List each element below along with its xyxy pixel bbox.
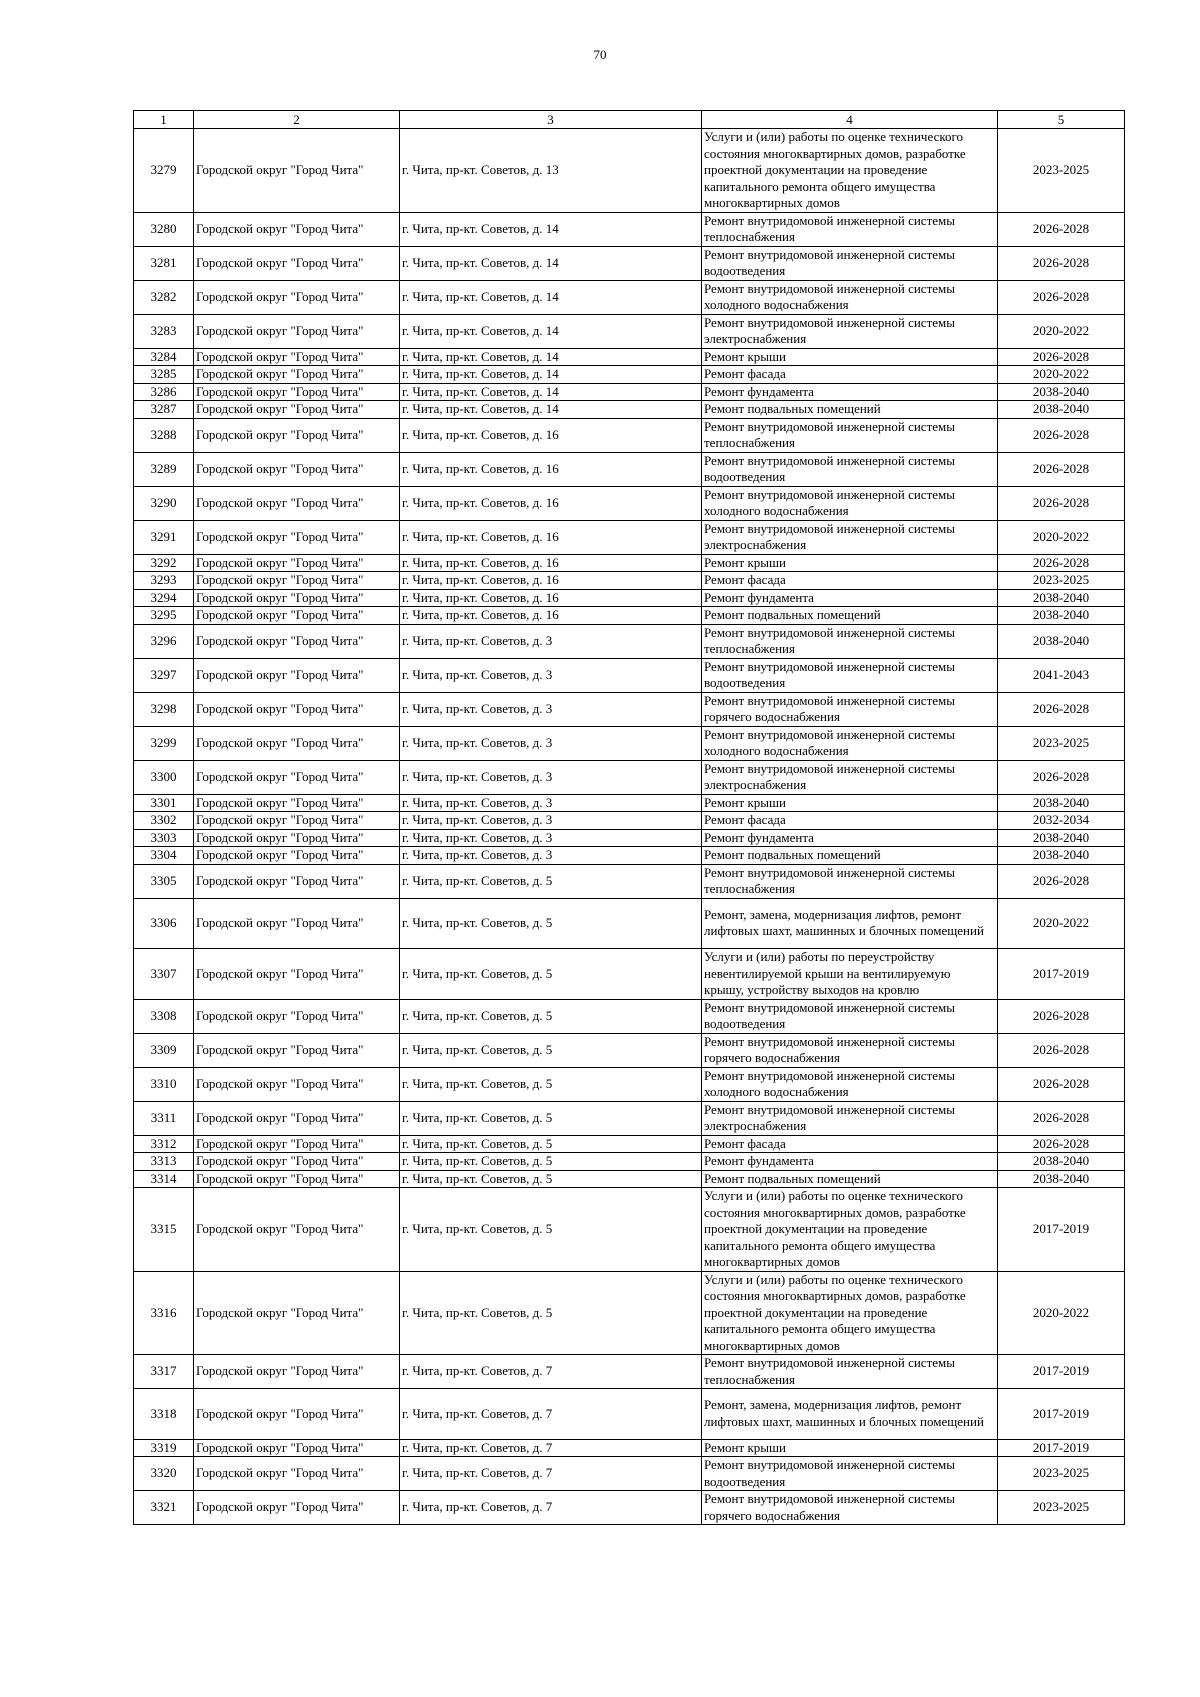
row-period: 2020-2022 — [998, 1271, 1125, 1355]
table-row — [134, 314, 1125, 348]
row-address: г. Чита, пр-кт. Советов, д. 14 — [400, 280, 702, 314]
row-work: Ремонт внутридомовой инженерной системы холодного водоснабжения — [702, 726, 998, 760]
row-address: г. Чита, пр-кт. Советов, д. 5 — [400, 1153, 702, 1171]
row-number: 3282 — [134, 280, 194, 314]
row-district: Городской округ "Город Чита" — [194, 348, 400, 366]
table-row — [134, 589, 1125, 607]
row-work: Ремонт фундамента — [702, 1153, 998, 1171]
row-period: 2023-2025 — [998, 1457, 1125, 1491]
row-work: Ремонт фундамента — [702, 383, 998, 401]
row-period: 2020-2022 — [998, 314, 1125, 348]
row-period: 2020-2022 — [998, 366, 1125, 384]
table-row — [134, 520, 1125, 554]
row-period: 2023-2025 — [998, 572, 1125, 590]
row-work: Ремонт подвальных помещений — [702, 847, 998, 865]
table-row — [134, 572, 1125, 590]
row-period: 2026-2028 — [998, 246, 1125, 280]
table-row — [134, 554, 1125, 572]
row-period: 2023-2025 — [998, 1491, 1125, 1525]
row-district: Городской округ "Город Чита" — [194, 1033, 400, 1067]
row-number: 3279 — [134, 129, 194, 213]
row-number: 3280 — [134, 212, 194, 246]
row-work: Ремонт крыши — [702, 1439, 998, 1457]
row-number: 3308 — [134, 999, 194, 1033]
row-work: Услуги и (или) работы по оценке технического состояния многоквартирных домов, разработке проектной документации на проведение капитального ремонта общего имущества многоквартирных домов — [702, 1271, 998, 1355]
row-work: Ремонт подвальных помещений — [702, 1170, 998, 1188]
table-row — [134, 1457, 1125, 1491]
row-number: 3303 — [134, 829, 194, 847]
row-district: Городской округ "Город Чита" — [194, 452, 400, 486]
header-col-1: 1 — [134, 111, 194, 129]
row-period: 2026-2028 — [998, 554, 1125, 572]
row-period: 2017-2019 — [998, 1389, 1125, 1440]
row-district: Городской округ "Город Чита" — [194, 554, 400, 572]
table-row — [134, 812, 1125, 830]
row-address: г. Чита, пр-кт. Советов, д. 14 — [400, 212, 702, 246]
row-district: Городской округ "Город Чита" — [194, 1067, 400, 1101]
table-row — [134, 1188, 1125, 1272]
header-col-4: 4 — [702, 111, 998, 129]
row-address: г. Чита, пр-кт. Советов, д. 3 — [400, 829, 702, 847]
row-period: 2026-2028 — [998, 348, 1125, 366]
row-address: г. Чита, пр-кт. Советов, д. 3 — [400, 692, 702, 726]
row-work: Ремонт внутридомовой инженерной системы электроснабжения — [702, 1101, 998, 1135]
row-address: г. Чита, пр-кт. Советов, д. 3 — [400, 812, 702, 830]
row-number: 3319 — [134, 1439, 194, 1457]
table-row — [134, 1271, 1125, 1355]
row-number: 3312 — [134, 1135, 194, 1153]
row-address: г. Чита, пр-кт. Советов, д. 7 — [400, 1389, 702, 1440]
table-row — [134, 949, 1125, 1000]
row-period: 2026-2028 — [998, 1101, 1125, 1135]
row-district: Городской округ "Город Чита" — [194, 1439, 400, 1457]
row-work: Ремонт внутридомовой инженерной системы холодного водоснабжения — [702, 486, 998, 520]
row-work: Ремонт, замена, модернизация лифтов, ремонт лифтовых шахт, машинных и блочных помещений — [702, 898, 998, 949]
table-row — [134, 1170, 1125, 1188]
row-work: Ремонт внутридомовой инженерной системы электроснабжения — [702, 520, 998, 554]
header-col-5: 5 — [998, 111, 1125, 129]
table-row — [134, 1355, 1125, 1389]
row-number: 3281 — [134, 246, 194, 280]
row-period: 2041-2043 — [998, 658, 1125, 692]
row-number: 3306 — [134, 898, 194, 949]
table-row — [134, 898, 1125, 949]
row-address: г. Чита, пр-кт. Советов, д. 5 — [400, 1271, 702, 1355]
row-work: Ремонт внутридомовой инженерной системы водоотведения — [702, 1457, 998, 1491]
row-district: Городской округ "Город Чита" — [194, 1170, 400, 1188]
row-number: 3309 — [134, 1033, 194, 1067]
row-district: Городской округ "Город Чита" — [194, 1355, 400, 1389]
row-address: г. Чита, пр-кт. Советов, д. 14 — [400, 401, 702, 419]
row-period: 2038-2040 — [998, 794, 1125, 812]
row-number: 3292 — [134, 554, 194, 572]
row-district: Городской округ "Город Чита" — [194, 366, 400, 384]
row-work: Ремонт крыши — [702, 794, 998, 812]
row-address: г. Чита, пр-кт. Советов, д. 16 — [400, 554, 702, 572]
works-table — [133, 110, 1125, 1525]
row-district: Городской округ "Город Чита" — [194, 1457, 400, 1491]
table-row — [134, 1491, 1125, 1525]
row-work: Ремонт фасада — [702, 1135, 998, 1153]
row-period: 2038-2040 — [998, 1170, 1125, 1188]
row-number: 3304 — [134, 847, 194, 865]
table-row — [134, 607, 1125, 625]
table-row — [134, 658, 1125, 692]
row-number: 3313 — [134, 1153, 194, 1171]
row-work: Ремонт внутридомовой инженерной системы теплоснабжения — [702, 212, 998, 246]
row-period: 2026-2028 — [998, 999, 1125, 1033]
row-district: Городской округ "Город Чита" — [194, 1389, 400, 1440]
row-period: 2026-2028 — [998, 212, 1125, 246]
row-district: Городской округ "Город Чита" — [194, 607, 400, 625]
table-row — [134, 760, 1125, 794]
row-period: 2023-2025 — [998, 726, 1125, 760]
row-district: Городской округ "Город Чита" — [194, 812, 400, 830]
row-period: 2026-2028 — [998, 452, 1125, 486]
table-row — [134, 1135, 1125, 1153]
table-row — [134, 1389, 1125, 1440]
row-number: 3298 — [134, 692, 194, 726]
row-address: г. Чита, пр-кт. Советов, д. 13 — [400, 129, 702, 213]
row-number: 3296 — [134, 624, 194, 658]
row-work: Ремонт внутридомовой инженерной системы водоотведения — [702, 452, 998, 486]
row-work: Ремонт фундамента — [702, 829, 998, 847]
row-district: Городской округ "Город Чита" — [194, 898, 400, 949]
table-row — [134, 418, 1125, 452]
row-period: 2026-2028 — [998, 280, 1125, 314]
row-address: г. Чита, пр-кт. Советов, д. 16 — [400, 607, 702, 625]
row-work: Ремонт внутридомовой инженерной системы горячего водоснабжения — [702, 1491, 998, 1525]
table-body — [134, 111, 1125, 1525]
table-row — [134, 1153, 1125, 1171]
row-period: 2038-2040 — [998, 401, 1125, 419]
row-work: Ремонт крыши — [702, 348, 998, 366]
table-row — [134, 692, 1125, 726]
table-row — [134, 212, 1125, 246]
row-work: Ремонт внутридомовой инженерной системы горячего водоснабжения — [702, 692, 998, 726]
row-work: Ремонт внутридомовой инженерной системы холодного водоснабжения — [702, 1067, 998, 1101]
row-period: 2038-2040 — [998, 847, 1125, 865]
row-district: Городской округ "Город Чита" — [194, 280, 400, 314]
row-period: 2017-2019 — [998, 949, 1125, 1000]
table-row — [134, 864, 1125, 898]
row-district: Городской округ "Город Чита" — [194, 692, 400, 726]
row-work: Ремонт внутридомовой инженерной системы теплоснабжения — [702, 1355, 998, 1389]
row-number: 3287 — [134, 401, 194, 419]
row-district: Городской округ "Город Чита" — [194, 314, 400, 348]
row-number: 3286 — [134, 383, 194, 401]
row-district: Городской округ "Город Чита" — [194, 486, 400, 520]
row-number: 3301 — [134, 794, 194, 812]
row-address: г. Чита, пр-кт. Советов, д. 16 — [400, 486, 702, 520]
table-row — [134, 726, 1125, 760]
table-row — [134, 1439, 1125, 1457]
row-address: г. Чита, пр-кт. Советов, д. 16 — [400, 520, 702, 554]
row-address: г. Чита, пр-кт. Советов, д. 16 — [400, 418, 702, 452]
table-row — [134, 348, 1125, 366]
row-number: 3297 — [134, 658, 194, 692]
row-period: 2017-2019 — [998, 1439, 1125, 1457]
row-district: Городской округ "Город Чита" — [194, 589, 400, 607]
row-address: г. Чита, пр-кт. Советов, д. 14 — [400, 383, 702, 401]
row-period: 2026-2028 — [998, 864, 1125, 898]
row-period: 2026-2028 — [998, 418, 1125, 452]
row-period: 2038-2040 — [998, 607, 1125, 625]
table-row — [134, 1067, 1125, 1101]
row-period: 2017-2019 — [998, 1188, 1125, 1272]
row-district: Городской округ "Город Чита" — [194, 1153, 400, 1171]
row-period: 2017-2019 — [998, 1355, 1125, 1389]
row-work: Ремонт подвальных помещений — [702, 607, 998, 625]
row-work: Ремонт внутридомовой инженерной системы горячего водоснабжения — [702, 1033, 998, 1067]
row-work: Услуги и (или) работы по оценке технического состояния многоквартирных домов, разработке проектной документации на проведение капитального ремонта общего имущества многоквартирных домов — [702, 129, 998, 213]
row-address: г. Чита, пр-кт. Советов, д. 7 — [400, 1457, 702, 1491]
table-row — [134, 847, 1125, 865]
row-number: 3305 — [134, 864, 194, 898]
table-row — [134, 486, 1125, 520]
row-number: 3289 — [134, 452, 194, 486]
table-row — [134, 246, 1125, 280]
row-work: Ремонт внутридомовой инженерной системы электроснабжения — [702, 314, 998, 348]
row-period: 2026-2028 — [998, 486, 1125, 520]
row-address: г. Чита, пр-кт. Советов, д. 5 — [400, 949, 702, 1000]
row-work: Ремонт внутридомовой инженерной системы водоотведения — [702, 999, 998, 1033]
row-address: г. Чита, пр-кт. Советов, д. 16 — [400, 589, 702, 607]
row-period: 2038-2040 — [998, 624, 1125, 658]
row-work: Ремонт внутридомовой инженерной системы водоотведения — [702, 246, 998, 280]
row-district: Городской округ "Город Чита" — [194, 418, 400, 452]
row-address: г. Чита, пр-кт. Советов, д. 14 — [400, 366, 702, 384]
row-number: 3302 — [134, 812, 194, 830]
row-number: 3321 — [134, 1491, 194, 1525]
row-district: Городской округ "Город Чита" — [194, 246, 400, 280]
row-district: Городской округ "Город Чита" — [194, 129, 400, 213]
row-work: Ремонт фасада — [702, 572, 998, 590]
row-address: г. Чита, пр-кт. Советов, д. 5 — [400, 1188, 702, 1272]
row-number: 3318 — [134, 1389, 194, 1440]
row-number: 3310 — [134, 1067, 194, 1101]
row-work: Услуги и (или) работы по переустройству невентилируемой крыши на вентилируемую крышу, устройству выходов на кровлю — [702, 949, 998, 1000]
row-work: Ремонт фундамента — [702, 589, 998, 607]
row-period: 2026-2028 — [998, 1135, 1125, 1153]
row-address: г. Чита, пр-кт. Советов, д. 16 — [400, 452, 702, 486]
row-address: г. Чита, пр-кт. Советов, д. 5 — [400, 1101, 702, 1135]
row-number: 3315 — [134, 1188, 194, 1272]
row-period: 2038-2040 — [998, 829, 1125, 847]
row-district: Городской округ "Город Чита" — [194, 1135, 400, 1153]
row-district: Городской округ "Город Чита" — [194, 1491, 400, 1525]
row-number: 3288 — [134, 418, 194, 452]
row-address: г. Чита, пр-кт. Советов, д. 3 — [400, 624, 702, 658]
row-number: 3284 — [134, 348, 194, 366]
table-row — [134, 999, 1125, 1033]
row-district: Городской округ "Город Чита" — [194, 949, 400, 1000]
row-district: Городской округ "Город Чита" — [194, 1188, 400, 1272]
row-number: 3285 — [134, 366, 194, 384]
row-address: г. Чита, пр-кт. Советов, д. 14 — [400, 314, 702, 348]
row-number: 3291 — [134, 520, 194, 554]
row-district: Городской округ "Город Чита" — [194, 572, 400, 590]
row-number: 3317 — [134, 1355, 194, 1389]
row-work: Ремонт крыши — [702, 554, 998, 572]
row-district: Городской округ "Город Чита" — [194, 760, 400, 794]
table-row — [134, 624, 1125, 658]
table-row — [134, 401, 1125, 419]
row-district: Городской округ "Город Чита" — [194, 624, 400, 658]
header-row — [134, 111, 1125, 129]
row-work: Ремонт фасада — [702, 366, 998, 384]
row-period: 2038-2040 — [998, 589, 1125, 607]
row-period: 2026-2028 — [998, 1067, 1125, 1101]
row-address: г. Чита, пр-кт. Советов, д. 5 — [400, 1135, 702, 1153]
row-address: г. Чита, пр-кт. Советов, д. 14 — [400, 348, 702, 366]
row-work: Ремонт подвальных помещений — [702, 401, 998, 419]
row-number: 3300 — [134, 760, 194, 794]
row-address: г. Чита, пр-кт. Советов, д. 5 — [400, 864, 702, 898]
row-number: 3307 — [134, 949, 194, 1000]
table-row — [134, 794, 1125, 812]
row-district: Городской округ "Город Чита" — [194, 658, 400, 692]
row-district: Городской округ "Город Чита" — [194, 829, 400, 847]
table-row — [134, 452, 1125, 486]
row-address: г. Чита, пр-кт. Советов, д. 14 — [400, 246, 702, 280]
table-row — [134, 383, 1125, 401]
row-number: 3299 — [134, 726, 194, 760]
row-period: 2038-2040 — [998, 1153, 1125, 1171]
table-row — [134, 366, 1125, 384]
row-number: 3283 — [134, 314, 194, 348]
row-district: Городской округ "Город Чита" — [194, 520, 400, 554]
row-work: Ремонт внутридомовой инженерной системы водоотведения — [702, 658, 998, 692]
row-address: г. Чита, пр-кт. Советов, д. 5 — [400, 1033, 702, 1067]
table-row — [134, 829, 1125, 847]
row-address: г. Чита, пр-кт. Советов, д. 3 — [400, 760, 702, 794]
row-address: г. Чита, пр-кт. Советов, д. 5 — [400, 1067, 702, 1101]
row-number: 3314 — [134, 1170, 194, 1188]
row-district: Городской округ "Город Чита" — [194, 794, 400, 812]
row-period: 2026-2028 — [998, 760, 1125, 794]
table-row — [134, 129, 1125, 213]
page-number: 70 — [593, 47, 607, 62]
row-district: Городской округ "Город Чита" — [194, 847, 400, 865]
row-district: Городской округ "Город Чита" — [194, 726, 400, 760]
row-work: Ремонт внутридомовой инженерной системы теплоснабжения — [702, 418, 998, 452]
row-period: 2026-2028 — [998, 1033, 1125, 1067]
row-district: Городской округ "Город Чита" — [194, 1101, 400, 1135]
header-col-2: 2 — [194, 111, 400, 129]
row-address: г. Чита, пр-кт. Советов, д. 16 — [400, 572, 702, 590]
row-number: 3316 — [134, 1271, 194, 1355]
row-address: г. Чита, пр-кт. Советов, д. 3 — [400, 847, 702, 865]
row-address: г. Чита, пр-кт. Советов, д. 7 — [400, 1439, 702, 1457]
row-number: 3320 — [134, 1457, 194, 1491]
row-work: Ремонт внутридомовой инженерной системы теплоснабжения — [702, 864, 998, 898]
row-work: Ремонт внутридомовой инженерной системы холодного водоснабжения — [702, 280, 998, 314]
row-work: Ремонт внутридомовой инженерной системы теплоснабжения — [702, 624, 998, 658]
row-number: 3294 — [134, 589, 194, 607]
row-address: г. Чита, пр-кт. Советов, д. 5 — [400, 898, 702, 949]
row-work: Ремонт, замена, модернизация лифтов, ремонт лифтовых шахт, машинных и блочных помещений — [702, 1389, 998, 1440]
row-period: 2032-2034 — [998, 812, 1125, 830]
row-number: 3295 — [134, 607, 194, 625]
row-number: 3290 — [134, 486, 194, 520]
row-district: Городской округ "Город Чита" — [194, 1271, 400, 1355]
row-address: г. Чита, пр-кт. Советов, д. 3 — [400, 658, 702, 692]
row-period: 2020-2022 — [998, 520, 1125, 554]
row-address: г. Чита, пр-кт. Советов, д. 7 — [400, 1491, 702, 1525]
header-col-3: 3 — [400, 111, 702, 129]
row-address: г. Чита, пр-кт. Советов, д. 7 — [400, 1355, 702, 1389]
row-number: 3293 — [134, 572, 194, 590]
row-address: г. Чита, пр-кт. Советов, д. 3 — [400, 794, 702, 812]
row-address: г. Чита, пр-кт. Советов, д. 5 — [400, 1170, 702, 1188]
table-row — [134, 280, 1125, 314]
row-work: Ремонт фасада — [702, 812, 998, 830]
row-period: 2026-2028 — [998, 692, 1125, 726]
row-period: 2023-2025 — [998, 129, 1125, 213]
row-number: 3311 — [134, 1101, 194, 1135]
table-row — [134, 1101, 1125, 1135]
table-row — [134, 1033, 1125, 1067]
row-district: Городской округ "Город Чита" — [194, 212, 400, 246]
row-address: г. Чита, пр-кт. Советов, д. 3 — [400, 726, 702, 760]
row-work: Ремонт внутридомовой инженерной системы электроснабжения — [702, 760, 998, 794]
row-period: 2020-2022 — [998, 898, 1125, 949]
row-period: 2038-2040 — [998, 383, 1125, 401]
row-district: Городской округ "Город Чита" — [194, 401, 400, 419]
row-district: Городской округ "Город Чита" — [194, 383, 400, 401]
row-district: Городской округ "Город Чита" — [194, 864, 400, 898]
row-work: Услуги и (или) работы по оценке технического состояния многоквартирных домов, разработке проектной документации на проведение капитального ремонта общего имущества многоквартирных домов — [702, 1188, 998, 1272]
row-address: г. Чита, пр-кт. Советов, д. 5 — [400, 999, 702, 1033]
row-district: Городской округ "Город Чита" — [194, 999, 400, 1033]
